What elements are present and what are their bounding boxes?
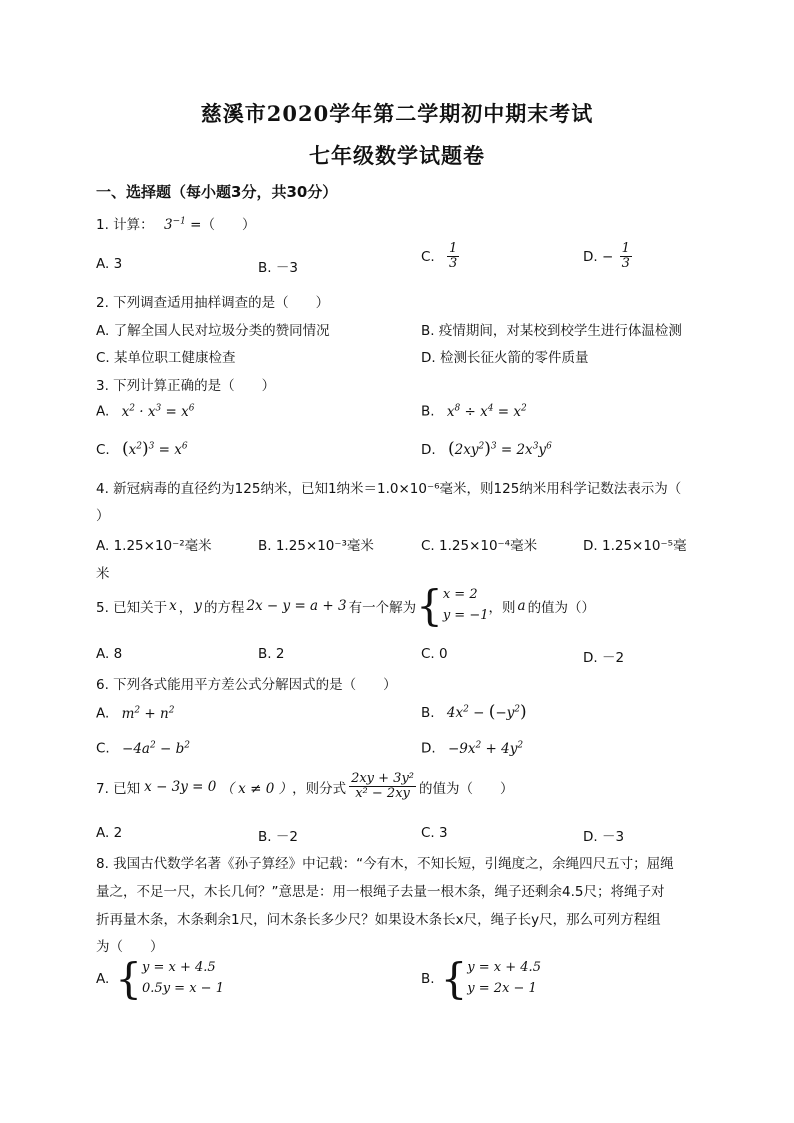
question-2-option-a[interactable]: A. 了解全国人民对垃圾分类的赞同情况 xyxy=(96,323,330,339)
question-6-stem: 6. 下列各式能用平方差公式分解因式的是（ ） xyxy=(96,677,397,693)
question-7-option-a[interactable]: A. 2 xyxy=(96,825,123,841)
question-5-stem: 5. 已知关于 x ， y 的方程 2x − y = a + 3 有一个解为 { x = 2 y = −1 ，则 a 的值为（） xyxy=(96,581,596,630)
question-1-option-c[interactable]: C. $\frac{1}{3}$ xyxy=(421,241,458,272)
question-2-option-d[interactable]: D. 检测长征火箭的零件质量 xyxy=(421,350,589,366)
question-5-option-b[interactable]: B. 2 xyxy=(258,646,285,662)
question-4-option-b[interactable]: B. 1.25×10⁻³毫米 xyxy=(258,538,374,554)
section-heading: 一、选择题（每小题3分，共30分） xyxy=(96,183,338,201)
question-8-line-3: 折再量木条，木条剩余1尺，问木条长多少尺？如果设木条长x尺，绳子长y尺，那么可列方程组 xyxy=(96,912,661,928)
question-4-option-d[interactable]: D. 1.25×10⁻⁵毫 xyxy=(583,538,687,554)
question-6-option-b[interactable]: B. $4x^2 - (-y^2)$ xyxy=(421,702,527,722)
question-1-option-d[interactable]: D. − $\frac{1}{3}$ xyxy=(583,241,630,272)
question-6-option-d[interactable]: D. $-9x^2 + 4y^2$ xyxy=(421,740,524,757)
solution-system: { x = 2 y = −1 xyxy=(416,581,489,630)
question-2-option-c[interactable]: C. 某单位职工健康检查 xyxy=(96,350,236,366)
question-3-option-d[interactable]: D. $(2xy^2)^3 = 2x^3y^6$ xyxy=(421,439,552,459)
question-7-option-d[interactable]: D. －3 xyxy=(583,829,625,845)
question-7-option-b[interactable]: B. －2 xyxy=(258,829,298,845)
question-8-option-a[interactable]: A. { y = x + 4.5 0.5y = x − 1 xyxy=(96,954,224,1003)
question-3-option-b[interactable]: B. $x^8 \div x^4 = x^2$ xyxy=(421,403,527,420)
question-4-stem: 4. 新冠病毒的直径约为125纳米，已知1纳米＝1.0×10⁻⁶毫米，则125纳米用科学记数法表示为（ xyxy=(96,481,682,497)
question-5-option-c[interactable]: C. 0 xyxy=(421,646,448,662)
question-5-option-d[interactable]: D. －2 xyxy=(583,650,625,666)
question-8-option-b[interactable]: B. { y = x + 4.5 y = 2x − 1 xyxy=(421,954,541,1003)
question-8-line-4: 为（ ） xyxy=(96,939,164,955)
question-6-option-c[interactable]: C. $-4a^2 - b^2$ xyxy=(96,740,190,757)
question-3-stem: 3. 下列计算正确的是（ ） xyxy=(96,378,276,394)
question-3-option-c[interactable]: C. $(x^2)^3 = x^6$ xyxy=(96,439,188,459)
question-4-stem-cont: ） xyxy=(96,508,110,524)
question-1-option-b[interactable]: B. －3 xyxy=(258,260,298,276)
question-4-option-d-cont: 米 xyxy=(96,566,110,582)
question-2-stem: 2. 下列调查适用抽样调查的是（ ） xyxy=(96,295,330,311)
question-7-option-c[interactable]: C. 3 xyxy=(421,825,448,841)
question-7-stem: 7. 已知 x − 3y = 0 （ x ≠ 0 ） ，则分式 $\frac{\text{2xy + 3y²}}{\text{x² − 2xy}}$ 的值为（ ） xyxy=(96,771,514,802)
page-subtitle: 七年级数学试题卷 xyxy=(309,143,485,168)
question-8-line-1: 8. 我国古代数学名著《孙子算经》中记载：“今有木，不知长短，引绳度之，余绳四尺五寸；屈绳 xyxy=(96,856,674,872)
question-5-option-a[interactable]: A. 8 xyxy=(96,646,123,662)
question-6-option-a[interactable]: A. $m^2 + n^2$ xyxy=(96,705,175,722)
question-2-option-b[interactable]: B. 疫情期间，对某校到校学生进行体温检测 xyxy=(421,323,682,339)
question-8-line-2: 量之，不足一尺，木长几何？”意思是：用一根绳子去量一根木条，绳子还剩余4.5尺；将绳子对 xyxy=(96,884,665,900)
question-3-option-a[interactable]: A. $x^2 \cdot x^3 = x^6$ xyxy=(96,403,195,420)
page-title: 慈溪市2020学年第二学期初中期末考试 xyxy=(200,101,594,126)
question-4-option-a[interactable]: A. 1.25×10⁻²毫米 xyxy=(96,538,212,554)
question-4-option-c[interactable]: C. 1.25×10⁻⁴毫米 xyxy=(421,538,538,554)
question-1-stem: 1. 计算： $3^{-1}$ =（ ） xyxy=(96,216,256,233)
question-1-option-a[interactable]: A. 3 xyxy=(96,256,123,272)
